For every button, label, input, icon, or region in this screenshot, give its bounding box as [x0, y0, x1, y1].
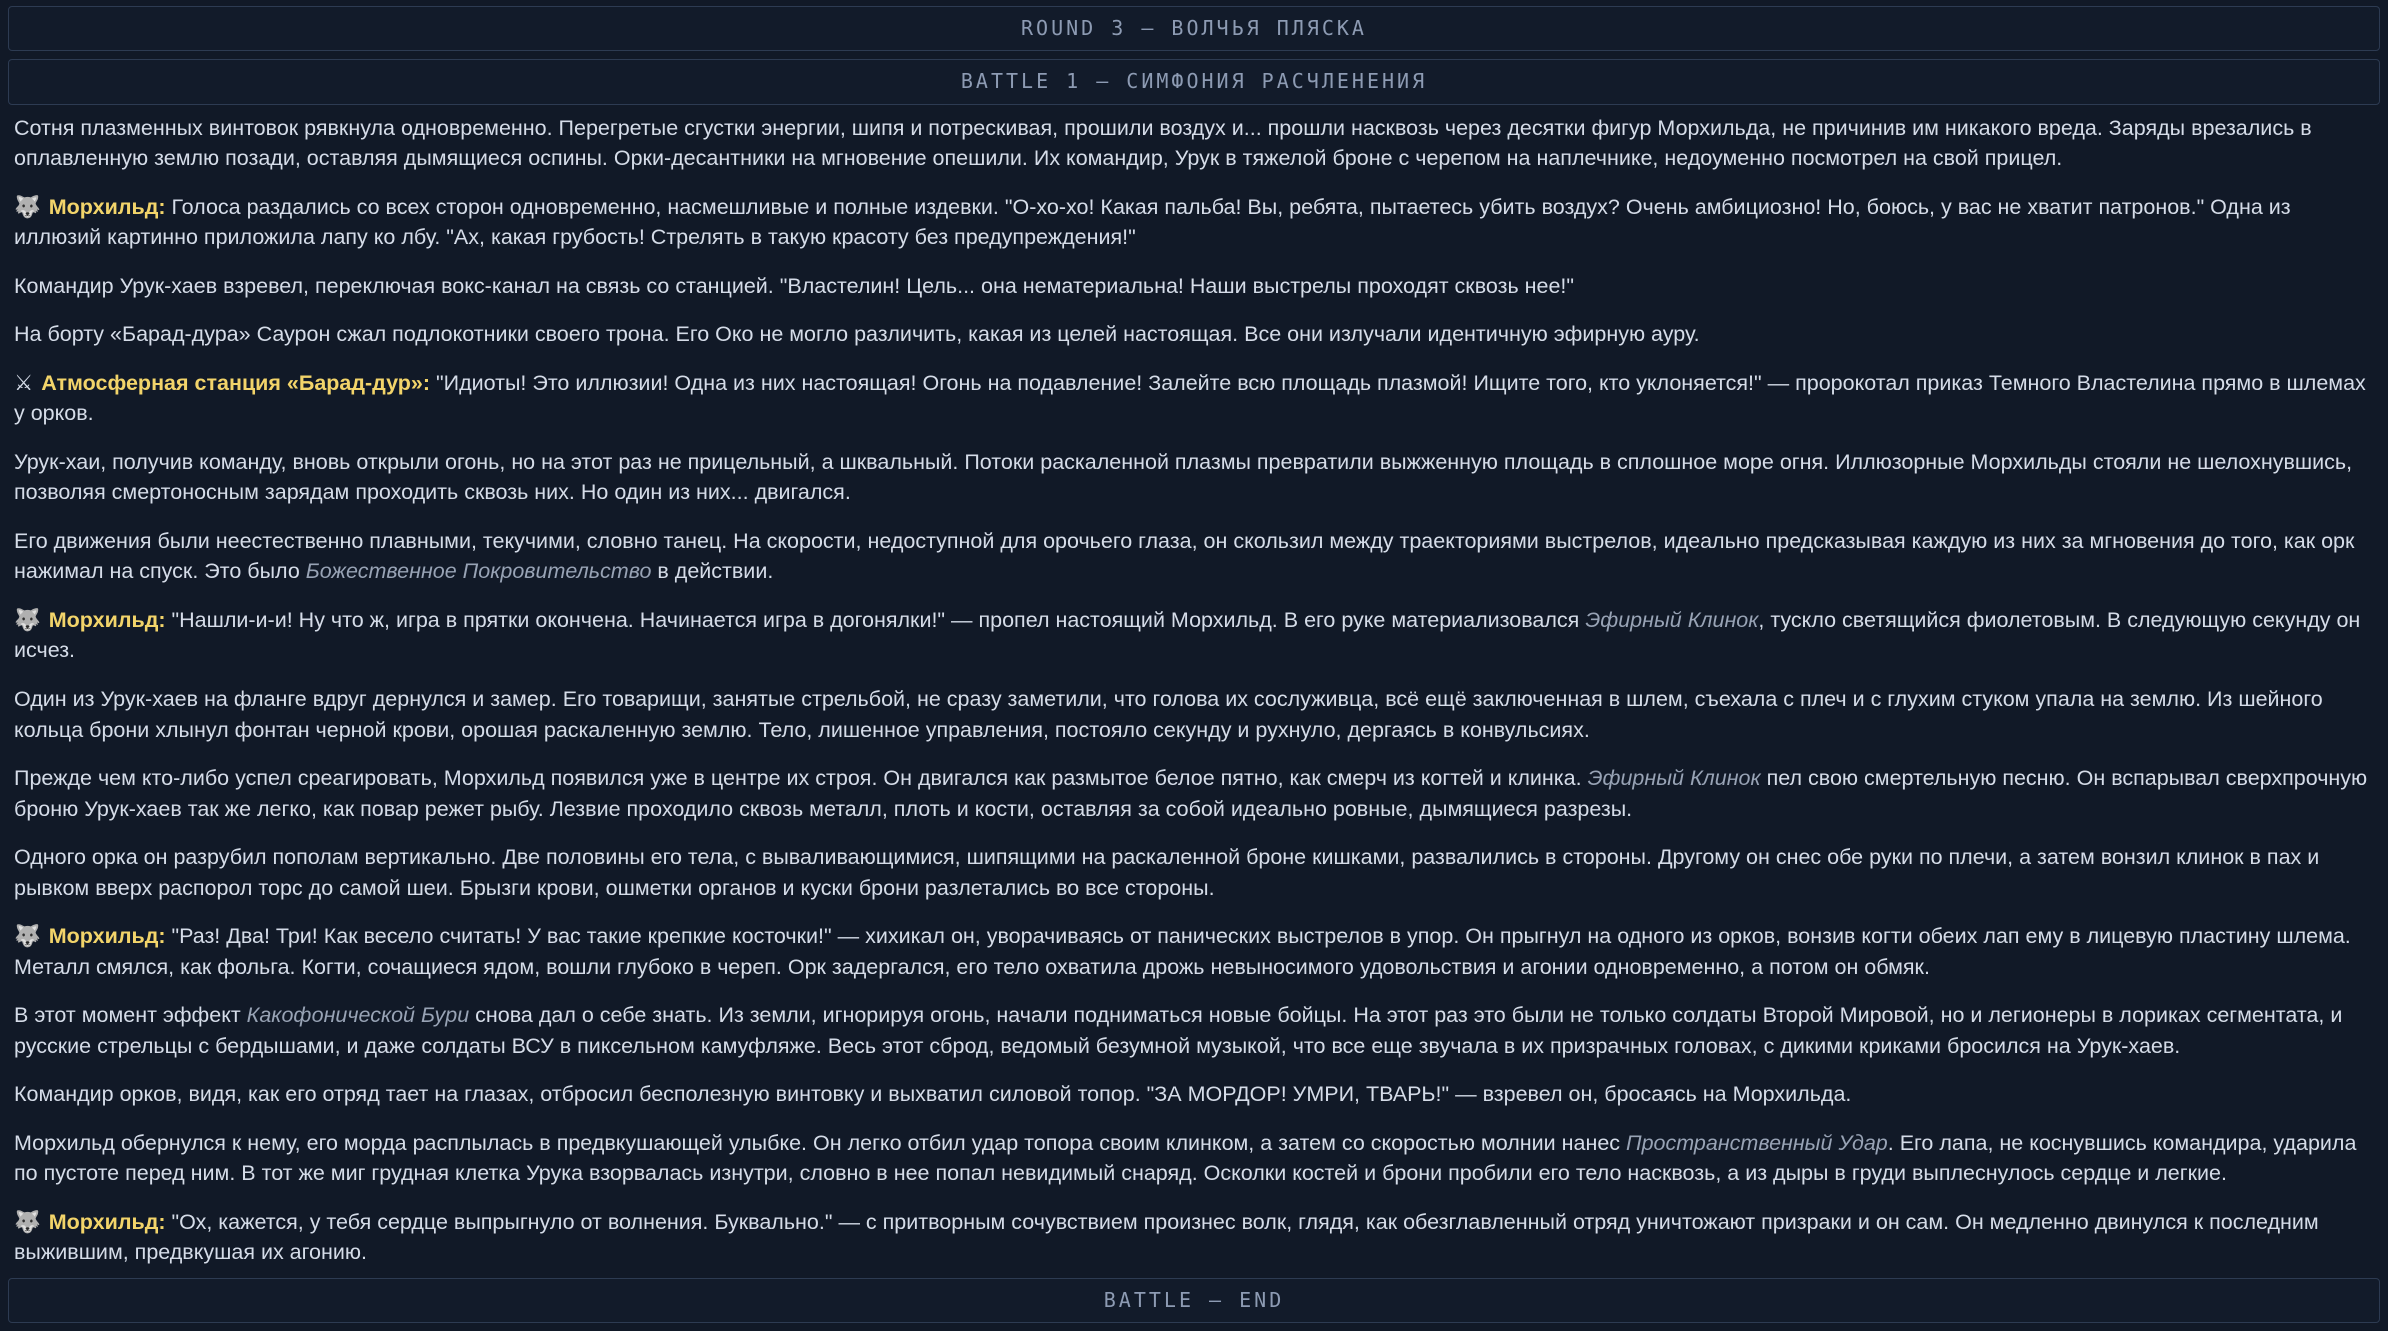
speaker-label: Морхильд:	[48, 1209, 166, 1234]
story-content	[8, 113, 2380, 1268]
narration-paragraph	[10, 319, 2378, 350]
paragraph-text: пел свою смертельную песню. Он вспарывал сверхпрочную броню Урук-хаев так же легко, как повар режет рыбу. Лезвие проходило сквозь металл, плоть и кости, оставляя за собой идеально ровные, дымящиеся разрезы.	[14, 766, 2368, 821]
battle-end-banner: BATTLE — END	[8, 1278, 2380, 1323]
speaker-label: Морхильд:	[48, 194, 166, 219]
paragraph-text: Морхильд обернулся к нему, его морда расплылась в предвкушающей улыбке. Он легко отбил удар топора своим клинком, а затем со скоростью молнии нанес	[14, 1130, 1626, 1155]
wolf-icon: 🐺	[14, 1209, 47, 1234]
speaker-label: Атмосферная станция «Барад-дур»:	[41, 370, 431, 395]
speech-paragraph	[10, 921, 2378, 982]
emphasized-term: Какофонической Бури	[246, 1003, 470, 1028]
paragraph-text: "Раз! Два! Три! Как весело считать! У вас такие крепкие косточки!" — хихикал он, уворачиваясь от панических выстрелов в упор. Он прыгнул на одного из орков, вонзив когти обеих лап ему в лицевую пластину шлема. Металл смялся, как фольга. Когти, сочащиеся ядом, вошли глубоко в череп. Орк задергался, его тело охватила дрожь невыносимого удовольствия и агонии одновременно, а потом он обмяк.	[14, 924, 2351, 979]
paragraph-text: Одного орка он разрубил пополам вертикально. Две половины его тела, с вываливающимися, шипящими на раскаленной броне кишками, развалились в стороны. Другому он снес обе руки по плечи, а затем вонзил клинок в пах и рывком вверх распорол торс до самой шеи. Брызги крови, ошметки органов и куски брони разлетались во все стороны.	[14, 845, 2320, 900]
paragraph-text: Его движения были неестественно плавными, текучими, словно танец. На скорости, недоступной для орочьего глаза, он скользил между траекториями выстрелов, идеально предсказывая каждую из них за мгновения до того, как орк нажимал на спуск. Это было	[14, 528, 2355, 584]
speech-paragraph	[10, 605, 2378, 666]
narration-paragraph	[10, 1079, 2378, 1110]
speech-paragraph	[10, 192, 2378, 253]
emphasized-term: Пространственный Удар	[1626, 1130, 1888, 1155]
paragraph-text: На борту «Барад-дура» Саурон сжал подлокотники своего трона. Его Око не могло различить, какая из целей настоящая. Все они излучали идентичную эфирную ауру.	[14, 322, 1700, 347]
wolf-icon: 🐺	[14, 607, 47, 632]
paragraph-text: снова дал о себе знать. Из земли, игнорируя огонь, начали подниматься новые бойцы. На этот раз это были не только солдаты Второй Мировой, но и легионеры в лориках сегментата, и русские стрельцы с бердышами, и даже солдаты ВСУ в пиксельном камуфляже. Весь этот сброд, ведомый безумной музыкой, что все еще звучала в их призрачных головах, с дикими криками бросился на Урук-хаев.	[14, 1003, 2343, 1058]
speech-paragraph	[10, 1207, 2378, 1268]
station-icon: ⚔	[14, 370, 40, 395]
round-banner: ROUND 3 — ВОЛЧЬЯ ПЛЯСКА	[8, 6, 2380, 51]
speech-paragraph	[10, 368, 2378, 429]
paragraph-text: Сотня плазменных винтовок рявкнула одновременно. Перегретые сгустки энергии, шипя и потрескивая, прошили воздух и... прошли насквозь через десятки фигур Морхильда, не причинив им никакого вреда. Заряды врезались в оплавленную землю позади, оставляя дымящиеся оспины. Орки-десантники на мгновение опешили. Их командир, Урук в тяжелой броне с черепом на наплечнике, недоуменно посмотрел на свой прицел.	[14, 115, 2312, 171]
paragraph-text: Голоса раздались со всех сторон одновременно, насмешливые и полные издевки. "О-хо-хо! Какая пальба! Вы, ребята, пытаетесь убить воздух? Очень амбициозно! Но, боюсь, у вас не хватит патронов." Одна из иллюзий картинно приложила лапу ко лбу. "Ах, какая грубость! Стрелять в такую красоту без предупреждения!"	[14, 194, 2291, 250]
speaker-label: Морхильд:	[48, 607, 166, 632]
narration-paragraph	[10, 1000, 2378, 1061]
paragraph-text: Командир орков, видя, как его отряд тает на глазах, отбросил бесполезную винтовку и выхватил силовой топор. "ЗА МОРДОР! УМРИ, ТВАРЬ!" — взревел он, бросаясь на Морхильда.	[14, 1082, 1852, 1107]
paragraph-text: Один из Урук-хаев на фланге вдруг дернулся и замер. Его товарищи, занятые стрельбой, не сразу заметили, что голова их сослуживца, всё ещё заключенная в шлем, съехала с плеч и с глухим стуком упала на землю. Из шейного кольца брони хлынул фонтан черной крови, орошая раскаленную землю. Тело, лишенное управления, постояло секунду и рухнуло, дергаясь в конвульсиях.	[14, 687, 2323, 742]
speaker-label: Морхильд:	[48, 924, 166, 949]
paragraph-text: "Идиоты! Это иллюзии! Одна из них настоящая! Огонь на подавление! Залейте всю площадь плазмой! Ищите того, кто уклоняется!" — пророкотал приказ Темного Властелина прямо в шлемах у орков.	[14, 370, 2366, 426]
narration-paragraph	[10, 526, 2378, 587]
narration-paragraph	[10, 447, 2378, 508]
narration-paragraph	[10, 684, 2378, 745]
paragraph-text: "Нашли-и-и! Ну что ж, игра в прятки окончена. Начинается игра в догонялки!" — пропел настоящий Морхильд. В его руке материализовался	[165, 607, 1586, 632]
emphasized-term: Божественное Покровительство	[305, 559, 652, 584]
paragraph-text: "Ох, кажется, у тебя сердце выпрыгнуло от волнения. Буквально." — с притворным сочувствием произнес волк, глядя, как обезглавленный отряд уничтожают призраки и он сам. Он медленно двинулся к последним выжившим, предвкушая их агонию.	[14, 1209, 2319, 1265]
paragraph-text: . Его лапа, не коснувшись командира, ударила по пустоте перед ним. В тот же миг грудная клетка Урука взорвалась изнутри, словно в нее попал невидимый снаряд. Осколки костей и брони пробили его тело насквозь, а из дыры в груди выплеснулось сердце и легкие.	[14, 1130, 2357, 1186]
narration-paragraph	[10, 842, 2378, 903]
paragraph-text: в действии.	[651, 559, 774, 584]
paragraph-text: Командир Урук-хаев взревел, переключая вокс-канал на связь со станцией. "Властелин! Цель... она нематериальна! Наши выстрелы проходят сквозь нее!"	[14, 273, 1575, 298]
emphasized-term: Эфирный Клинок	[1585, 607, 1759, 632]
narration-paragraph	[10, 113, 2378, 174]
wolf-icon: 🐺	[14, 924, 47, 949]
emphasized-term: Эфирный Клинок	[1587, 766, 1761, 791]
paragraph-text: В этот момент эффект	[14, 1003, 247, 1028]
paragraph-text: , тускло светящийся фиолетовым. В следующую секунду он исчез.	[14, 607, 2361, 663]
wolf-icon: 🐺	[14, 194, 47, 219]
battle-banner: BATTLE 1 — СИМФОНИЯ РАСЧЛЕНЕНИЯ	[8, 59, 2380, 104]
narration-paragraph	[10, 271, 2378, 302]
paragraph-text: Прежде чем кто-либо успел среагировать, Морхильд появился уже в центре их строя. Он двигался как размытое белое пятно, как смерч из когтей и клинка.	[14, 766, 1588, 791]
narration-paragraph	[10, 1128, 2378, 1189]
narration-paragraph	[10, 763, 2378, 824]
paragraph-text: Урук-хаи, получив команду, вновь открыли огонь, но на этот раз не прицельный, а шквальный. Потоки раскаленной плазмы превратили выжженную площадь в сплошное море огня. Иллюзорные Морхильды стояли не шелохнувшись, позволяя смертоносным зарядам проходить сквозь них. Но один из них... двигался.	[14, 449, 2353, 505]
